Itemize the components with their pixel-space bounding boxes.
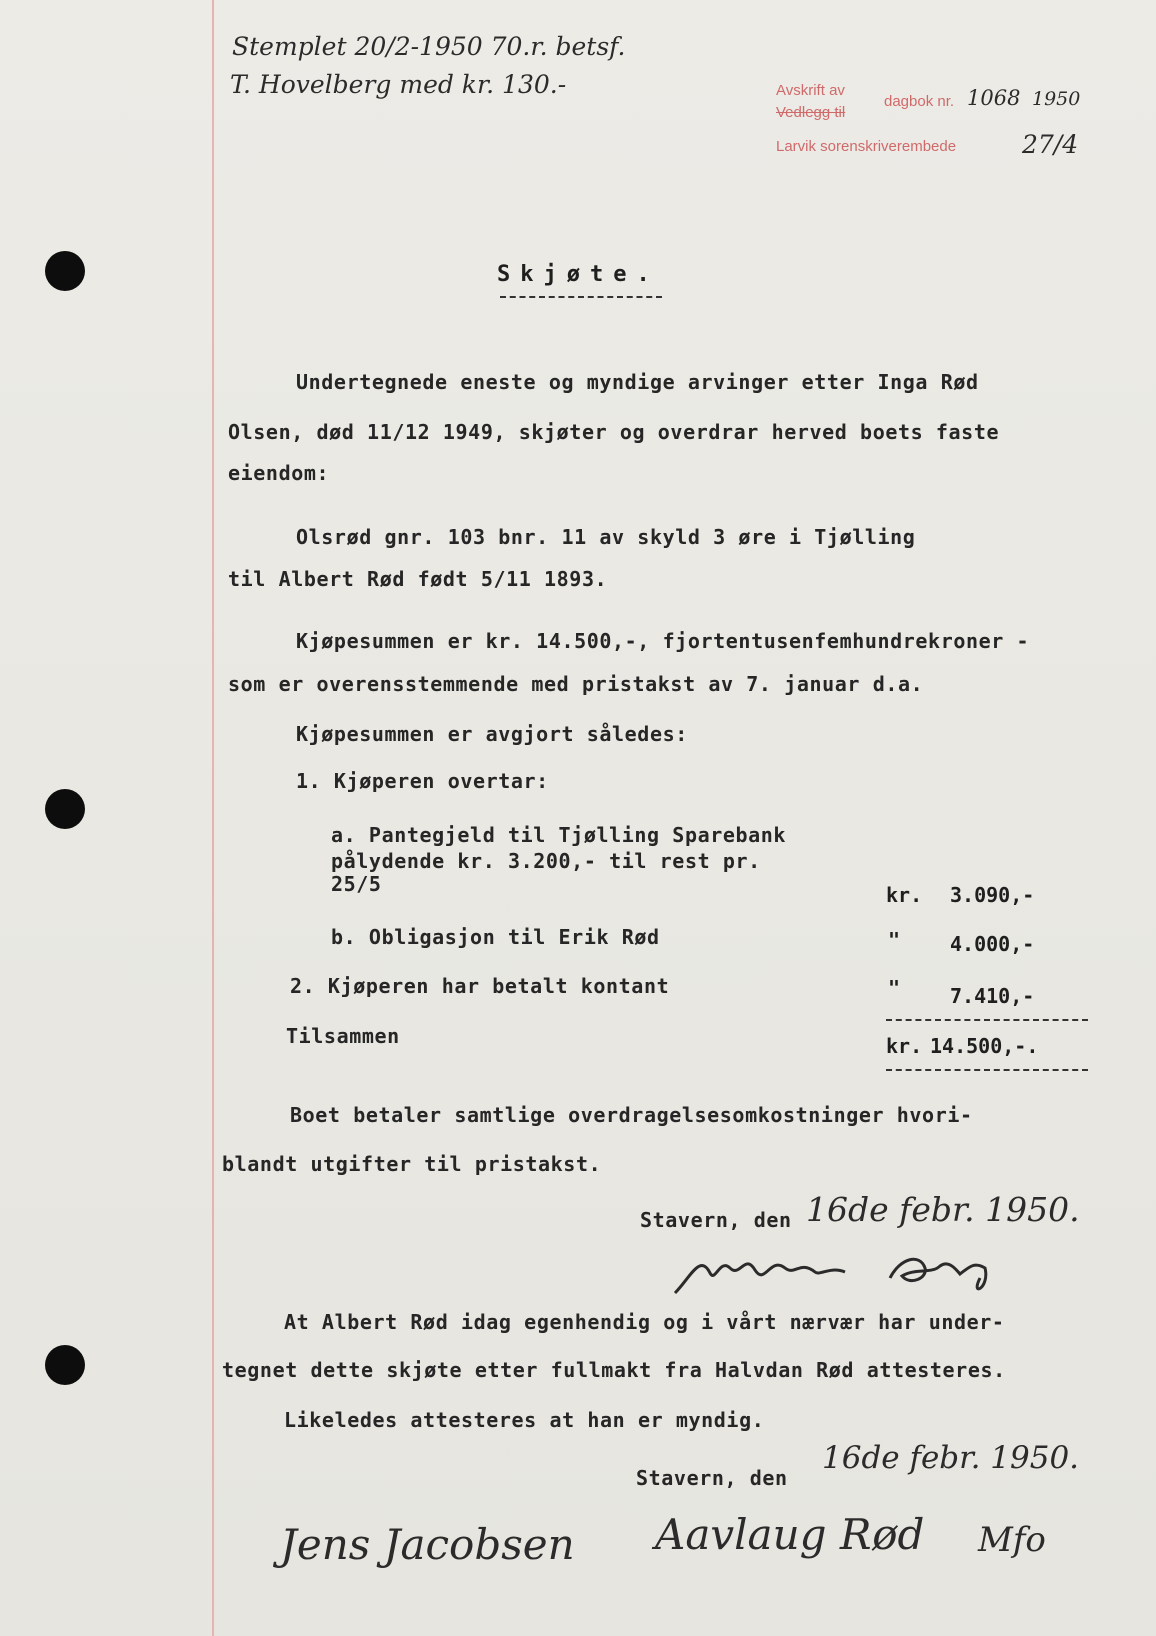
document-title: Skjøte.	[497, 262, 660, 287]
body-line: At Albert Rød idag egenhendig og i vårt nærvær har under-	[284, 1310, 1005, 1334]
witness-signature: Jens Jacobsen	[280, 1520, 575, 1569]
body-line: Olsen, død 11/12 1949, skjøter og overdrar herved boets faste	[228, 420, 1000, 444]
handwritten-stamp-note: Stemplet 20/2-1950 70.r. betsf.	[232, 32, 626, 61]
stamp-year: 1950	[1032, 88, 1081, 110]
body-line: tegnet dette skjøte etter fullmakt fra Halvdan Rød attesteres.	[222, 1358, 1006, 1382]
total-double-rule	[886, 1069, 1088, 1071]
body-line: Boet betaler samtlige overdragelsesomkostninger hvori-	[290, 1103, 973, 1127]
punch-hole	[45, 1345, 85, 1385]
sum-rule	[886, 1019, 1088, 1021]
body-line: Undertegnede eneste og myndige arvinger etter Inga Rød	[296, 370, 979, 394]
stamp-line: Vedlegg til	[776, 104, 846, 121]
body-line: Kjøpesummen er avgjort således:	[296, 722, 688, 746]
place-date-handwritten: 16de febr. 1950.	[822, 1440, 1080, 1476]
body-line: som er overensstemmende med pristakst av 7. januar d.a.	[228, 672, 924, 696]
amount-prefix: "	[888, 928, 901, 952]
total-amount: 14.500,-.	[930, 1034, 1039, 1058]
handwritten-stamp-note: T. Hovelberg med kr. 130.-	[230, 70, 567, 99]
stamp-office: Larvik sorenskriverembede	[776, 138, 957, 155]
total-label: Tilsammen	[286, 1024, 400, 1048]
punch-hole	[45, 251, 85, 291]
list-item: a. Pantegjeld til Tjølling Sparebank	[331, 823, 787, 847]
body-line: Kjøpesummen er kr. 14.500,-, fjortentusenfemhundrekroner -	[296, 629, 1030, 653]
place-date-typed: Stavern, den	[636, 1466, 788, 1490]
amount-prefix: "	[888, 976, 901, 1000]
amount-value: 3.090,-	[950, 883, 1035, 907]
amount-value: 7.410,-	[950, 984, 1035, 1008]
title-underline	[500, 296, 662, 298]
punch-hole	[45, 789, 85, 829]
body-line: til Albert Rød født 5/11 1893.	[228, 567, 608, 591]
body-line: Olsrød gnr. 103 bnr. 11 av skyld 3 øre i Tjølling	[296, 525, 916, 549]
total-prefix: kr.	[886, 1034, 923, 1058]
place-date-handwritten: 16de febr. 1950.	[806, 1190, 1080, 1229]
place-date-typed: Stavern, den	[640, 1208, 792, 1232]
body-line: blandt utgifter til pristakst.	[222, 1152, 602, 1176]
list-item: pålydende kr. 3.200,- til rest pr.	[331, 849, 761, 873]
stamp-dagbok-number: 1068	[967, 86, 1021, 110]
list-item: b. Obligasjon til Erik Rød	[331, 925, 660, 949]
seller-signature	[670, 1238, 1030, 1308]
stamp-date: 27/4	[1022, 130, 1079, 159]
body-line: Likeledes attesteres at han er myndig.	[284, 1408, 765, 1432]
body-line: eiendom:	[228, 461, 330, 485]
witness-signature: Aavlaug Rød	[655, 1510, 925, 1559]
stamp-line: Avskrift av	[776, 82, 845, 99]
amount-prefix: kr.	[886, 883, 923, 907]
list-item: 1. Kjøperen overtar:	[296, 769, 549, 793]
list-item: 25/5	[331, 872, 382, 896]
witness-signature: Mfo	[978, 1520, 1046, 1560]
stamp-dagbok-label: dagbok nr.	[884, 93, 955, 110]
amount-value: 4.000,-	[950, 932, 1035, 956]
margin-line	[212, 0, 214, 1636]
list-item: 2. Kjøperen har betalt kontant	[290, 974, 670, 998]
